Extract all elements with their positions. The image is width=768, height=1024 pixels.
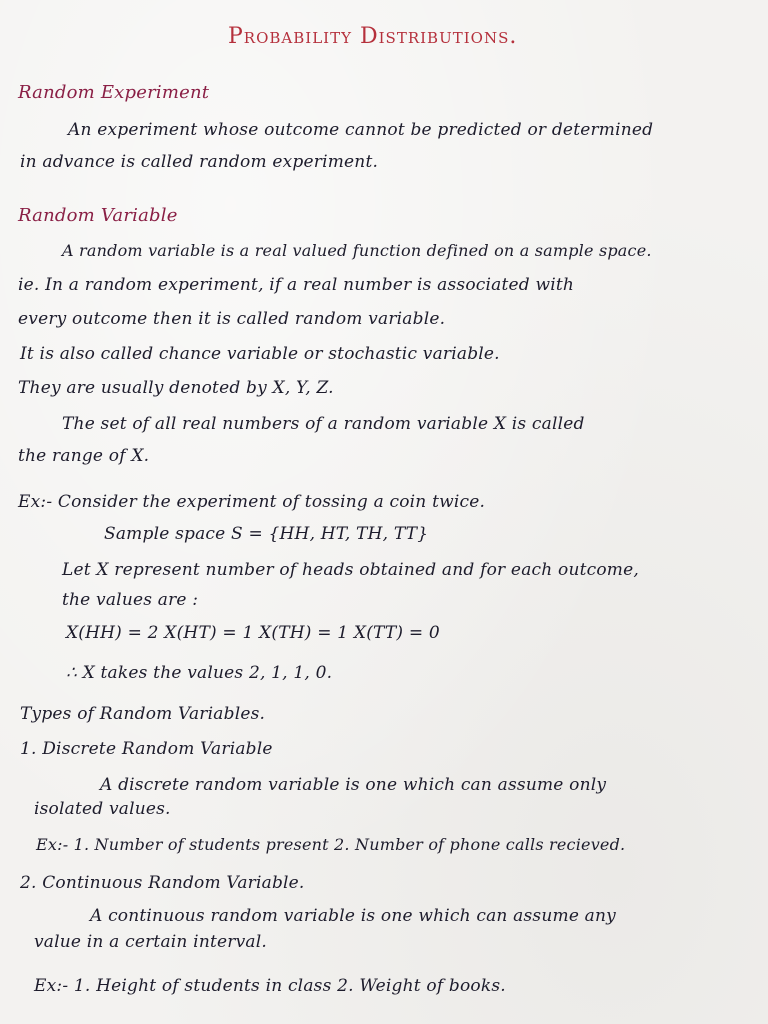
continuous-line-2: value in a certain interval. xyxy=(34,932,267,952)
discrete-line-1: A discrete random variable is one which can assume only xyxy=(100,775,607,795)
random-variable-line-4: It is also called chance variable or stochastic variable. xyxy=(20,344,500,364)
random-variable-line-6: The set of all real numbers of a random variable X is called xyxy=(62,414,585,434)
example-line-1: Ex:- Consider the experiment of tossing a coin twice. xyxy=(18,492,486,512)
random-experiment-heading: Random Experiment xyxy=(18,82,210,103)
example-line-3: Let X represent number of heads obtained and for each outcome, xyxy=(62,560,639,580)
example-values: X(HH) = 2 X(HT) = 1 X(TH) = 1 X(TT) = 0 xyxy=(66,623,440,643)
random-variable-line-1: A random variable is a real valued function defined on a sample space. xyxy=(62,241,652,260)
example-sample-space: Sample space S = {HH, HT, TH, TT} xyxy=(104,524,429,544)
continuous-example: Ex:- 1. Height of students in class 2. Weight of books. xyxy=(34,976,506,996)
random-variable-line-5: They are usually denoted by X, Y, Z. xyxy=(18,378,334,398)
example-conclusion: ∴ X takes the values 2, 1, 1, 0. xyxy=(66,663,333,683)
random-experiment-line-2: in advance is called random experiment. xyxy=(20,152,379,172)
random-experiment-line-1: An experiment whose outcome cannot be predicted or determined xyxy=(68,120,654,140)
continuous-heading: 2. Continuous Random Variable. xyxy=(20,873,305,893)
discrete-heading: 1. Discrete Random Variable xyxy=(20,739,273,759)
discrete-line-2: isolated values. xyxy=(34,799,171,819)
random-variable-line-3: every outcome then it is called random variable. xyxy=(18,309,446,329)
example-line-4: the values are : xyxy=(62,590,199,610)
continuous-line-1: A continuous random variable is one which can assume any xyxy=(90,906,616,926)
discrete-example: Ex:- 1. Number of students present 2. Number of phone calls recieved. xyxy=(36,835,626,854)
page-title: Probability Distributions. xyxy=(228,24,518,49)
random-variable-line-2: ie. In a random experiment, if a real number is associated with xyxy=(18,275,575,295)
random-variable-heading: Random Variable xyxy=(18,205,178,226)
types-heading: Types of Random Variables. xyxy=(20,704,266,724)
random-variable-line-7: the range of X. xyxy=(18,446,150,466)
